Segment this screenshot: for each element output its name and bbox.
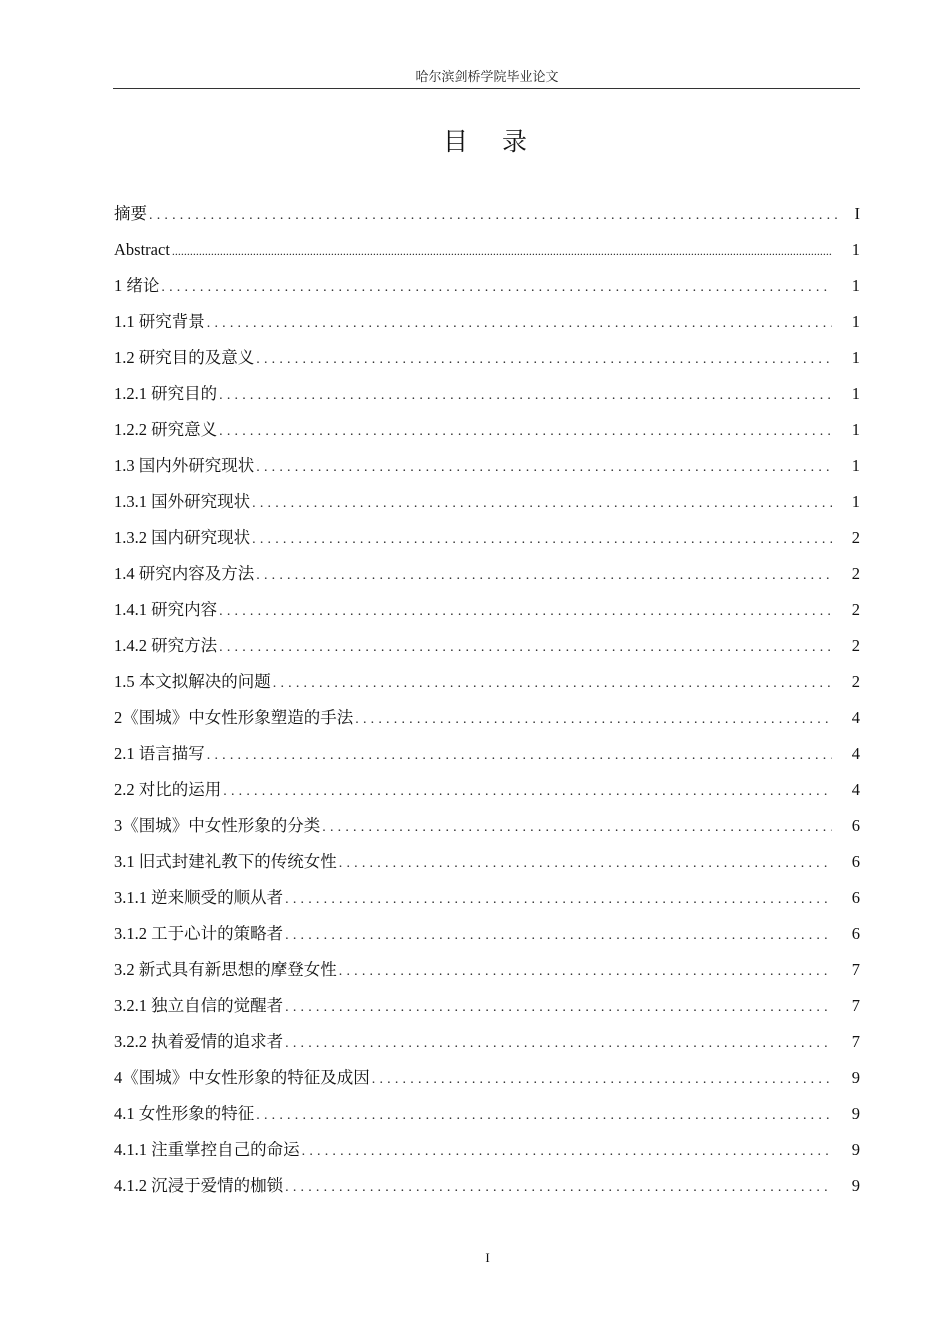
toc-entry[interactable] [114,448,860,484]
toc-entry-page: 2 [851,528,860,547]
toc-entry[interactable] [114,844,860,880]
toc-entry-page: 1 [851,348,860,367]
dot-leader [219,378,832,414]
toc-entry-label: 3.1.2 工于心计的策略者 [114,924,284,943]
dot-leader [256,1098,832,1134]
dot-leader [256,342,832,378]
toc-entry[interactable] [114,556,860,592]
toc-entry-page: 9 [851,1104,860,1123]
dot-leader [252,522,832,558]
toc-entry[interactable] [114,1024,860,1060]
title-char-1: 目 [442,129,468,156]
toc-entry[interactable] [114,772,860,808]
toc-entry[interactable] [114,700,860,736]
toc-entry-label: 2.1 语言描写 [114,744,205,763]
toc-entry-label: 3.2.2 执着爱情的追求者 [114,1032,284,1051]
dot-leader [285,882,832,918]
dot-leader [223,774,832,810]
toc-entry-page: 2 [851,564,860,583]
header-rule [113,88,860,89]
toc-entry[interactable] [114,1132,860,1168]
toc-entry-page: 1 [851,456,860,475]
toc-entry-label: 3.1.1 逆来顺受的顺从者 [114,888,284,907]
toc-entry-page: 4 [851,744,860,763]
title-char-2: 录 [502,129,528,156]
toc-entry-label: 1.2.1 研究目的 [114,384,218,403]
toc-entry-page: 1 [851,240,860,259]
toc-entry-page: 7 [851,1032,860,1051]
toc-entry-label: 4.1.1 注重掌控自己的命运 [114,1140,300,1159]
toc-entry[interactable] [114,232,860,268]
toc-entry-page: 1 [851,384,860,403]
toc-entry[interactable] [114,592,860,628]
toc-entry[interactable] [114,268,860,304]
toc-entry-label: 3《围城》中女性形象的分类 [114,816,321,835]
toc-entry-page: 2 [851,636,860,655]
toc-entry-label: 1.4.2 研究方法 [114,636,218,655]
toc-entry[interactable] [114,196,860,232]
dot-leader [285,1170,832,1206]
toc-entry[interactable] [114,916,860,952]
dot-leader [285,918,832,954]
toc-entry-label: 2.2 对比的运用 [114,780,222,799]
dot-leader [339,954,832,990]
toc-entry-label: 3.1 旧式封建礼教下的传统女性 [114,852,337,871]
toc-entry-page: 2 [851,672,860,691]
toc-entry-label: 1.5 本文拟解决的问题 [114,672,271,691]
running-header: 哈尔滨剑桥学院毕业论文 [415,69,559,84]
toc-entry-page: 9 [851,1140,860,1159]
dot-leader [339,846,832,882]
toc-entry-label: 3.2 新式具有新思想的摩登女性 [114,960,337,979]
dot-leader [149,198,842,234]
toc-entry-page: 2 [851,600,860,619]
toc-entry-page: 6 [851,924,860,943]
toc-entry-page: 6 [851,888,860,907]
dot-leader [219,414,832,450]
toc-entry-label: 3.2.1 独立自信的觉醒者 [114,996,284,1015]
dot-leader [273,666,832,702]
dot-leader [302,1134,832,1170]
toc-entry-page: 1 [851,420,860,439]
toc-entry[interactable] [114,736,860,772]
toc-entry-label: 1.3 国内外研究现状 [114,456,255,475]
toc-entry[interactable] [114,340,860,376]
dot-leader [219,630,832,666]
toc-entry-label: Abstract [114,240,170,259]
toc-entry[interactable] [114,484,860,520]
toc-entry-label: 1.4 研究内容及方法 [114,564,255,583]
toc-entry-label: 1.4.1 研究内容 [114,600,218,619]
toc-entry-page: 6 [851,816,860,835]
toc-entry-page: 4 [851,708,860,727]
toc-entry-page: 4 [851,780,860,799]
toc-entry[interactable] [114,1060,860,1096]
toc-entry[interactable] [114,1168,860,1204]
page-title [0,122,950,158]
toc-entry-page: 1 [851,312,860,331]
toc-entry[interactable] [114,988,860,1024]
toc-entry[interactable] [114,880,860,916]
toc-entry-label: 1.3.1 国外研究现状 [114,492,251,511]
toc-entry-label: 4.1 女性形象的特征 [114,1104,255,1123]
toc-entry[interactable] [114,376,860,412]
dot-leader [256,450,832,486]
toc-entry[interactable] [114,1096,860,1132]
toc-entry-page: 7 [851,996,860,1015]
toc-entry[interactable] [114,304,860,340]
dot-leader [207,306,832,342]
dot-leader [161,270,832,306]
toc-entry-page: 7 [851,960,860,979]
toc-entry[interactable] [114,952,860,988]
table-of-contents [114,196,860,1204]
toc-entry-page: 9 [851,1068,860,1087]
toc-entry-label: 1.1 研究背景 [114,312,205,331]
toc-entry-label: 摘要 [114,204,147,223]
dot-leader [372,1062,832,1098]
toc-entry[interactable] [114,520,860,556]
toc-entry-page: 1 [851,276,860,295]
dot-leader [285,1026,832,1062]
toc-entry-page: 9 [851,1176,860,1195]
toc-entry-label: 1.2 研究目的及意义 [114,348,255,367]
dot-leader [172,233,832,269]
toc-entry[interactable] [114,664,860,700]
dot-leader [322,810,832,846]
toc-entry-page: 1 [851,492,860,511]
toc-entry[interactable] [114,808,860,844]
toc-entry[interactable] [114,412,860,448]
toc-entry-label: 1.3.2 国内研究现状 [114,528,251,547]
toc-entry-page: 6 [851,852,860,871]
dot-leader [219,594,832,630]
toc-entry-label: 4.1.2 沉浸于爱情的枷锁 [114,1176,284,1195]
toc-entry-label: 4《围城》中女性形象的特征及成因 [114,1068,370,1087]
toc-entry-label: 2《围城》中女性形象塑造的手法 [114,708,354,727]
dot-leader [285,990,832,1026]
toc-entry[interactable] [114,628,860,664]
dot-leader [252,486,832,522]
toc-entry-label: 1.2.2 研究意义 [114,420,218,439]
toc-entry-page: I [854,204,860,223]
dot-leader [207,738,832,774]
dot-leader [256,558,832,594]
page-number-footer: I [485,1250,490,1265]
dot-leader [355,702,832,738]
toc-entry-label: 1 绪论 [114,276,160,295]
